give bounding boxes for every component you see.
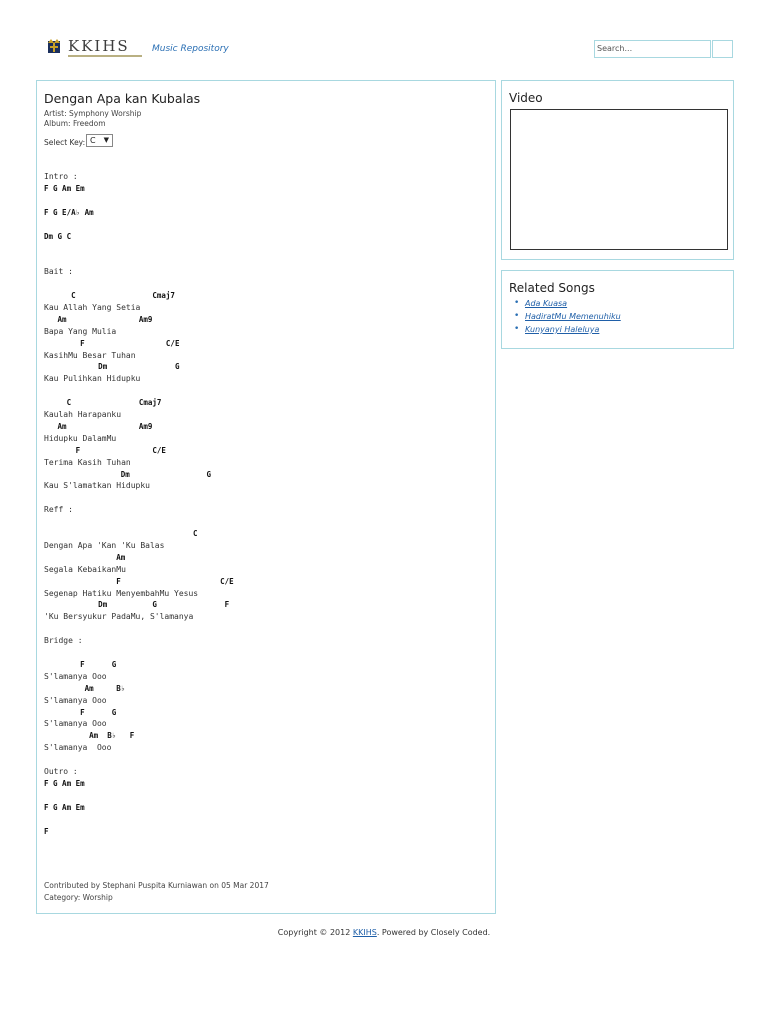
song-category: Category: Worship: [44, 893, 113, 902]
song-title: Dengan Apa kan Kubalas: [44, 91, 201, 106]
lyric-line: S'lamanya Ooo: [44, 671, 107, 681]
related-item: [512, 312, 621, 325]
logo-text: KKIHS: [68, 37, 130, 55]
copyright-suffix: . Powered by Closely Coded.: [376, 928, 491, 937]
chord-line: F C/E: [44, 338, 180, 348]
chord-line: Am B♭: [44, 683, 126, 693]
video-player[interactable]: [510, 109, 728, 250]
related-list: [512, 299, 621, 338]
lyric-line: S'lamanya Ooo: [44, 719, 107, 729]
site-header: [0, 0, 768, 70]
lyric-line: S'lamanya Ooo: [44, 695, 107, 705]
related-songs-panel: [501, 270, 734, 349]
chord-line: Am: [44, 552, 126, 562]
lyric-line: S'lamanya Ooo: [44, 743, 112, 753]
search-button[interactable]: [712, 40, 733, 58]
song-artist: Artist: Symphony Worship: [44, 109, 142, 118]
chord-line: F G: [44, 659, 117, 669]
chord-line: Am Am9: [44, 314, 153, 324]
key-label: Select Key:: [44, 138, 86, 147]
lyric-line: Kaulah Harapanku: [44, 410, 122, 419]
related-link-hadiratmu[interactable]: HadiratMu Memenuhiku: [525, 312, 621, 321]
lyric-line: Intro :: [44, 172, 78, 181]
chord-line: Dm G C: [44, 231, 72, 241]
lyric-line: Hidupku DalamMu: [44, 433, 117, 443]
lyric-line: Segenap Hatiku MenyembahMu Yesus: [44, 588, 199, 598]
lyric-line: KasihMu Besar Tuhan: [44, 350, 136, 360]
lyric-line: Bait :: [44, 267, 73, 277]
copyright: [0, 928, 768, 937]
chord-line: F G E/A♭ Am: [44, 207, 94, 217]
chord-line: Am B♭ F: [44, 731, 135, 741]
song-album: Album: Freedom: [44, 119, 106, 128]
chord-line: F C/E: [44, 576, 234, 586]
chord-line: C: [44, 529, 198, 538]
chord-line: C Cmaj7: [44, 398, 162, 408]
related-link-ada-kuasa[interactable]: Ada Kuasa: [525, 299, 568, 308]
copyright-prefix: Copyright © 2012: [277, 928, 353, 937]
video-title: Video: [509, 91, 543, 105]
key-value: C: [90, 136, 96, 145]
lyric-line: Dengan Apa 'Kan 'Ku Balas: [44, 540, 165, 550]
chord-line: F G Am Em: [44, 802, 85, 812]
key-select[interactable]: [86, 134, 113, 147]
chord-line: F G Am Em: [44, 183, 85, 193]
site-tagline: Music Repository: [152, 44, 229, 54]
lyric-line: Terima Kasih Tuhan: [44, 457, 131, 467]
lyric-line: Outro :: [44, 767, 78, 776]
lyric-line: Bridge :: [44, 636, 83, 646]
lyric-line: Reff :: [44, 505, 73, 515]
chord-line: Dm G F: [44, 600, 230, 610]
lyric-line: Kau S'lamatkan Hidupku: [44, 481, 150, 491]
related-title: Related Songs: [509, 281, 595, 295]
related-item: [512, 299, 621, 312]
site-logo[interactable]: [44, 36, 144, 60]
lyric-line: Kau Pulihkan Hidupku: [44, 374, 141, 384]
video-panel: [501, 80, 734, 260]
chord-line: F C/E: [44, 445, 166, 455]
lyric-line: Bapa Yang Mulia: [44, 326, 117, 336]
song-panel: [36, 80, 496, 914]
related-item: [512, 325, 621, 338]
chord-line: Dm G: [44, 469, 212, 479]
lyric-line: 'Ku Bersyukur PadaMu, S'lamanya: [44, 612, 194, 622]
lyric-line: Segala KebaikanMu: [44, 564, 126, 574]
chord-line: F: [44, 826, 49, 836]
caret-down-icon: ▼: [103, 136, 109, 144]
crown-icon: [44, 37, 64, 57]
logo-underline: [68, 55, 142, 57]
chord-line: F G: [44, 707, 117, 717]
chord-line: Dm G: [44, 362, 180, 372]
chord-line: Am Am9: [44, 421, 153, 431]
kkihs-link[interactable]: KKIHS: [352, 928, 377, 937]
lyric-line: Kau Allah Yang Setia: [44, 302, 141, 312]
contributed-by: Contributed by Stephani Puspita Kurniawan on 05 Mar 2017: [44, 881, 269, 890]
chord-line: F G Am Em: [44, 778, 85, 788]
chord-line: C Cmaj7: [44, 291, 175, 300]
related-link-kunyanyi[interactable]: Kunyanyi Haleluya: [525, 325, 600, 334]
search-input[interactable]: Search...: [594, 40, 711, 58]
